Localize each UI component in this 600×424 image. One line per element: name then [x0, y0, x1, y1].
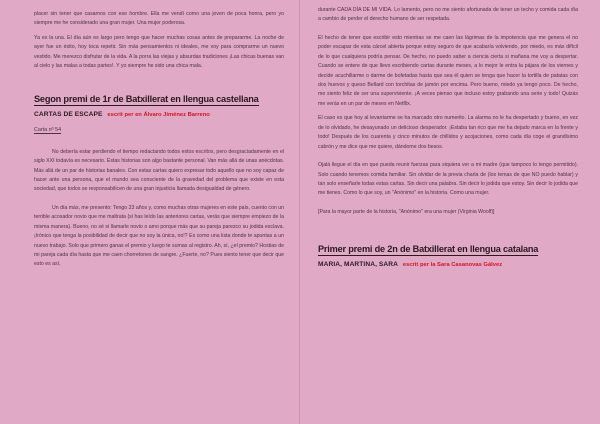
- work-title-line: [34, 111, 284, 118]
- body-paragraph-2: Un día más, me presento: Tengo 23 años y, como muchas otras mujeres en este país, cuento con un terrible acosador novio que me maltrata (si has leído las anteriores cartas, verás que siempre empiezo de la misma manera). Bueno, no sé si llamarle novio o amo porque más que su pareja parezco su jodida esclava. ¡Irónico que tenga la posibilidad de decir que no soy la única, no!? Es como una lista donde te apuntas a un nuevo trabajo. Solo que primero ganas el premio y luego te sumas al registro. Ah, sí, ¿el premio? Hostias de mi pareja cada día hasta que me caen chorretones de sangre. ¿Fuerte, no? Pues siento tener que decir que esto es así,: [34, 205, 284, 268]
- author-credit: escrit per en Álvaro Jiménez Barreno: [107, 111, 210, 118]
- intro-paragraph-1: placer sin tener que casarnos con ese hombre. Ella me vendí como una joven de poca honra, pero yo siempre me he considerado una gran mujer. Una mujer poderosa.: [34, 11, 284, 27]
- work-title-line-right: [318, 261, 578, 268]
- card-label: Carta nº 54: [34, 126, 62, 133]
- right-paragraph-1: durante CADA DÍA DE MI VIDA. Lo lamento, pero no me siento afortunada de tener un techo y comida cada día a cambio de perder el derecho humano de ser respetada.: [318, 7, 578, 23]
- body-paragraph-1: No debería estar perdiendo el tiempo redactando todos estos escritos, pero desgraciadamente en el siglo XXI todavía es necesario. Estas historias son algo bastante personal. Van más allá de unas anécdotas. Más allá de un par de historias banales. Con estas cartas quiero expresar todo aquello que no soy capaz de hacer ante una persona, que el mundo sea consciente de la gravedad del problema que existe en esta sociedad, que todos se responsabilicen de una gran injusticia llamada desigualdad de género.: [34, 148, 284, 193]
- author-credit-right: escrit per la Sara Casanovas Gálvez: [402, 261, 503, 268]
- right-paragraph-3: El caso es que hoy al levantarme se ha marcado otro numerito. La alarma no le ha despertado y bueno, en vez de lo olvidado, he desayunado un delicioso desperador. ¡Estaba tan rico que me ha dejado marca en la frente y todo! Después de los cuarenta y cinco minutos de chillidos y acojaciones, como cada día coge el grandísimo cabrón y me dice que me quiere, dándome dos besos.: [318, 115, 578, 150]
- section-heading-right-text: Primer premi de 2n de Batxillerat en llengua catalana: [318, 243, 539, 254]
- right-paragraph-4: Ojalá llegue el día en que pueda reunir fuerzas para siquiera ver a mi madre (que tampoco lo tengo permitido). Solo cuando tenemos comida familiar. Sin olvidar de la previa charla de (los temas de que NO puedo hablar) y tan solo enseñarle todas estas cartas. Sin decir una palabra. Sin decir lo jodida que estoy. Sin decir lo jodida que me tienes. Como lo que soy, un "Anónimo" en la historia. Como una mujer.: [318, 162, 578, 197]
- work-title-right: MARIA, MARTINA, SARA: [318, 260, 399, 268]
- section-heading-left: [34, 89, 284, 107]
- section-heading-right: [318, 239, 578, 257]
- work-title: CARTAS DE ESCAPE: [34, 110, 103, 118]
- card-label-wrap: [34, 118, 284, 136]
- intro-paragraph-2: Ya es la una. El día aún es largo pero tengo que hacer muchas cosas antes de prepararme. La noche de ayer fue un éxito, hoy toca repetir. Sin más pensamientos ni ideales, me voy para comprarme un nuevo vestido. Me merezco disfrutar de la vida. A la porra las viejas y absurdas tradiciones ¡Las chicas buenas van al cielo y las malas a todas partes!. Y yo siempre he sido una chica mala.: [34, 35, 284, 70]
- right-page: [300, 0, 600, 424]
- right-paragraph-5: [Para la mayor parte de la historia, "Anónimo" era una mujer (Virginia Woolf)]: [318, 209, 495, 216]
- right-paragraph-2: El hecho de tener que escribir esto mientras se me caen las lágrimas de la impotencia que me genera el no poder escapar de esta cárcel abierta porque estoy seguro de que acabaría volviendo, por miedo, es más difícil de lo que cualquiera podría pensar. De hecho, no puedo saber a ciencia cierta si mañana me voy a despertar. Cuando se entere de que llevo escribiendo cartas durante meses, a lo mejor le entra la pájara de los viernes y decide acuchillarme o darme de bofetadas hasta que sea él quien se tenga que hacer la tortilla de patatas con dos huevos y queso Bellard con torchitas de jamón por encima. Pero bueno, miedo ya tengo poco. De hecho, me siento feliz de ser una superviviente. ¡A veces pienso que incluso estoy grabando una serie y todo! Quizás me verás en un par de meses en Netflix.: [318, 35, 578, 107]
- section-heading-text: Segon premi de 1r de Batxillerat en llengua castellana: [34, 93, 259, 104]
